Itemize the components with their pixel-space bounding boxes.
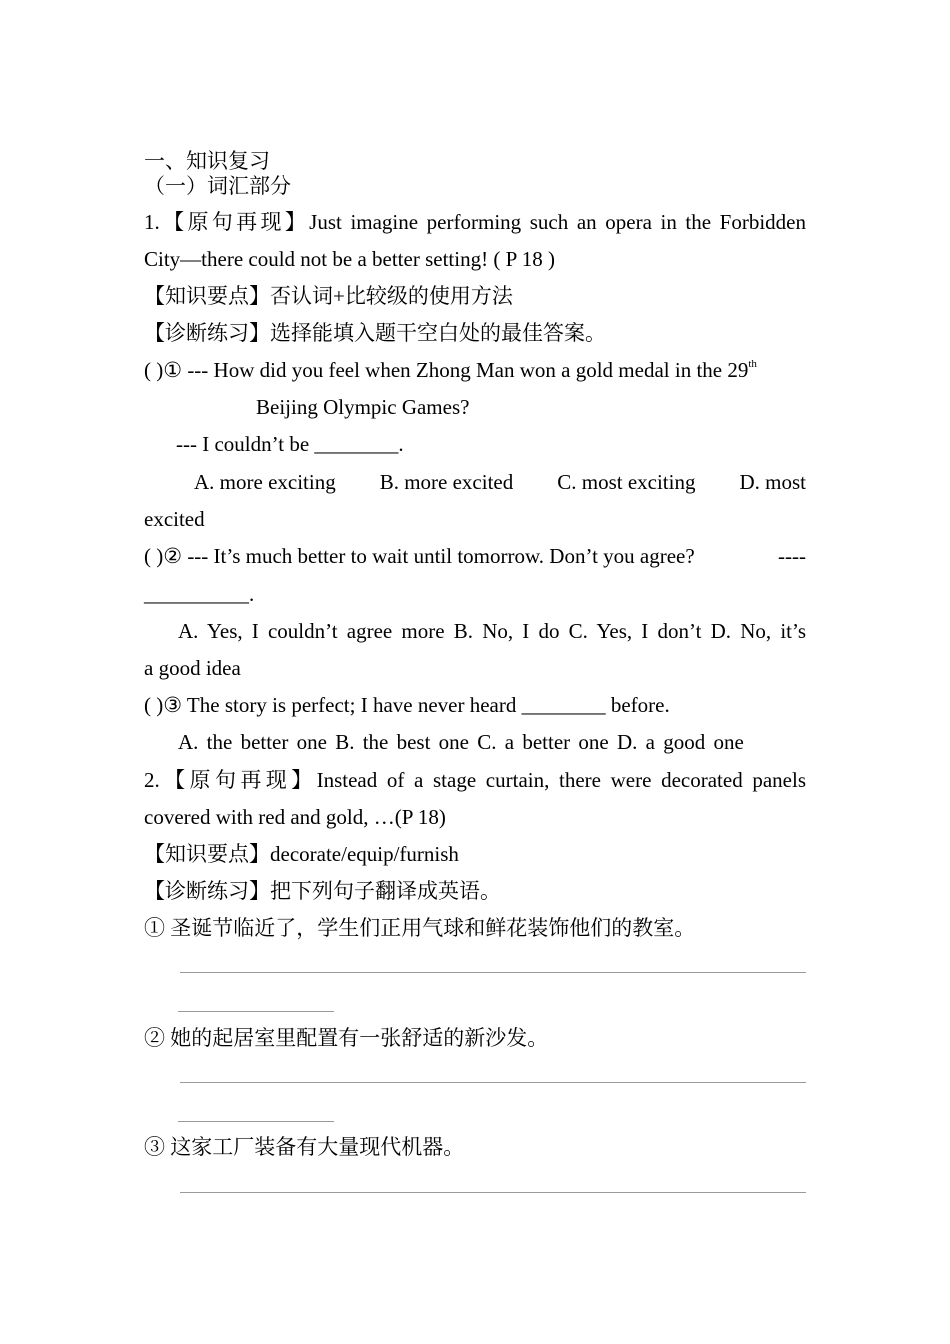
- question1-option-d: D. most: [739, 470, 806, 494]
- question1-superscript: th: [748, 358, 757, 370]
- item1-practice-instruction: 【诊断练习】选择能填入题干空白处的最佳答案。: [144, 321, 606, 345]
- section-title: 一、知识复习: [144, 149, 270, 173]
- answer-line: [180, 972, 806, 973]
- question1-stem: ( )① --- How did you feel when Zhong Man won a gold medal in the 29: [144, 358, 749, 382]
- answer-line: [178, 1011, 334, 1012]
- question2-options: A. Yes, I couldn’t agree more B. No, I do C. Yes, I don’t D. No, it’s: [178, 619, 806, 643]
- translation-sentence-2: ② 她的起居室里配置有一张舒适的新沙发。: [144, 1026, 549, 1050]
- answer-line: [178, 1121, 334, 1122]
- answer-line: [180, 1082, 806, 1083]
- question1-option-c: C. most exciting: [557, 470, 696, 494]
- question2-stem: ( )② --- It’s much better to wait until tomorrow. Don’t you agree?: [144, 544, 695, 568]
- question1-line1: [144, 357, 806, 383]
- translation-sentence-1: ① 圣诞节临近了，学生们正用气球和鲜花装饰他们的教室。: [144, 916, 696, 940]
- item2-key-point: 【知识要点】decorate/equip/furnish: [144, 842, 459, 866]
- question2-answer-blank: __________.: [144, 582, 255, 606]
- question2-dash: ----: [778, 544, 806, 568]
- item2-practice-instruction: 【诊断练习】把下列句子翻译成英语。: [144, 879, 501, 903]
- answer-line: [180, 1192, 806, 1193]
- question2-line1: [144, 543, 806, 569]
- question1-option-a: A. more exciting: [194, 470, 336, 494]
- question1-line2: Beijing Olympic Games?: [256, 395, 470, 419]
- item1-key-point: 【知识要点】否认词+比较级的使用方法: [144, 284, 513, 308]
- item1-original-sentence-line2: City—there could not be a better setting! ( P 18 ): [144, 247, 555, 271]
- item2-original-sentence-line2: covered with red and gold, …(P 18): [144, 805, 446, 829]
- translation-sentence-3: ③ 这家工厂装备有大量现代机器。: [144, 1135, 465, 1159]
- subsection-title: （一）词汇部分: [144, 174, 291, 198]
- question1-options-wrap: excited: [144, 507, 205, 531]
- question1-answer-blank: --- I couldn’t be ________.: [176, 432, 404, 456]
- question3-stem: ( )③ The story is perfect; I have never heard ________ before.: [144, 693, 670, 717]
- question3-options: A. the better one B. the best one C. a better one D. a good one: [178, 730, 744, 754]
- question1-option-b: B. more excited: [379, 470, 514, 494]
- question2-options-wrap: a good idea: [144, 656, 241, 680]
- question1-options: [194, 469, 806, 495]
- item2-original-sentence-line1: 2.【原句再现】Instead of a stage curtain, there were decorated panels: [144, 768, 806, 792]
- item1-original-sentence-line1: 1.【原句再现】Just imagine performing such an opera in the Forbidden: [144, 210, 806, 234]
